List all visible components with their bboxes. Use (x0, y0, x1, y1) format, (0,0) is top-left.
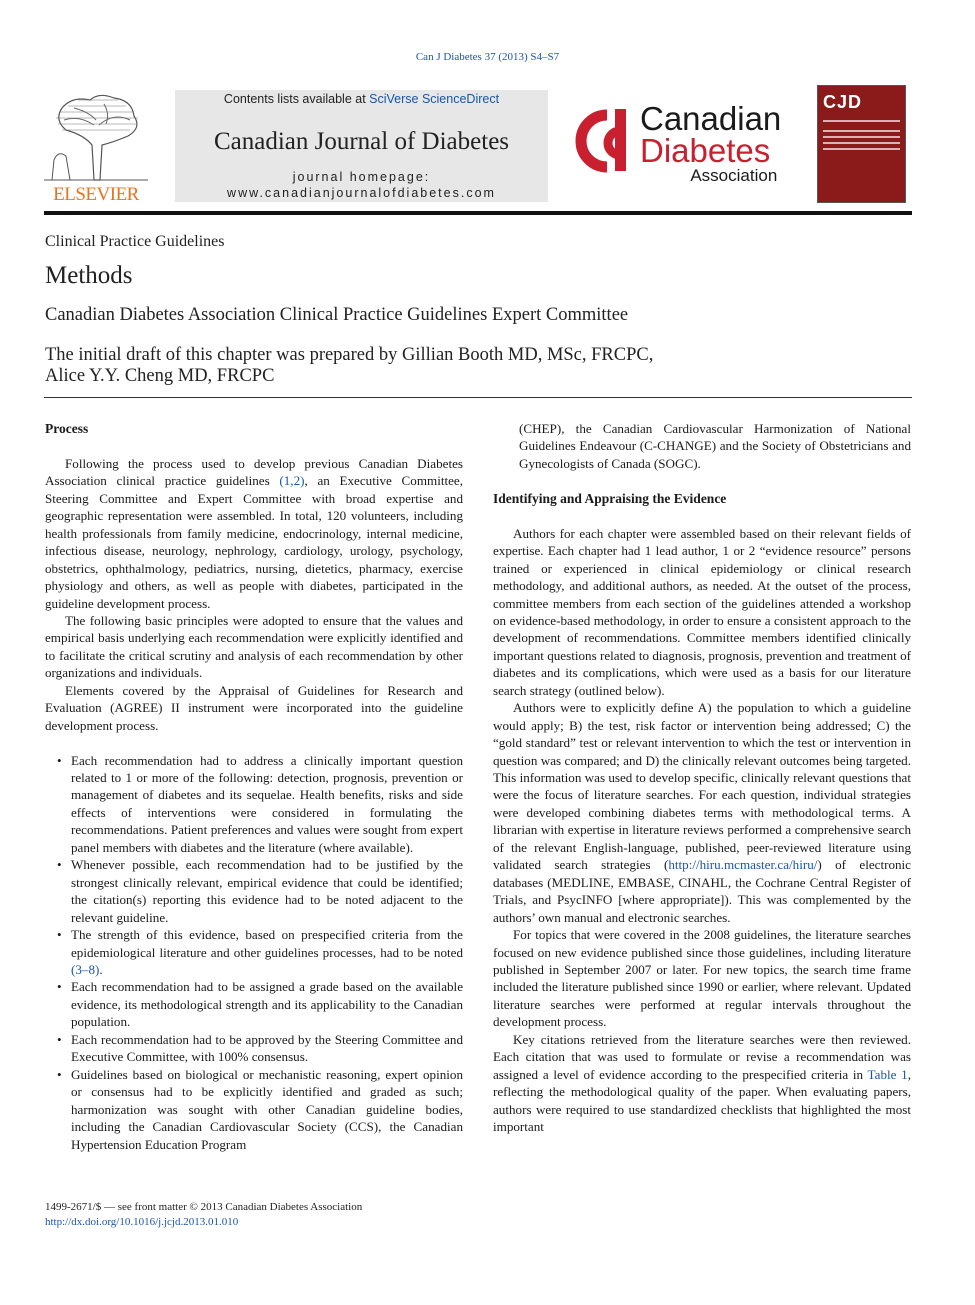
journal-cover-thumbnail[interactable] (817, 85, 906, 203)
cda-mark-icon (575, 109, 639, 175)
cover-stripe (823, 136, 900, 138)
journal-citation[interactable]: Can J Diabetes 37 (2013) S4–S7 (415, 51, 560, 63)
draft-note (45, 345, 905, 387)
cda-word-diabetes: Diabetes (640, 132, 771, 169)
list-item-text: Each recommendation had to be approved by the Steering Committee and Executive Committee, with 100% consensus. (71, 1031, 463, 1065)
draft-note-line: Alice Y.Y. Cheng MD, FRCPC (45, 366, 275, 386)
paragraph: The following basic principles were adopted to ensure that the values and empirical basis underlying each recommendation were explicitly identified and to facilitate the critical scrutiny and analysis of each recommendation by other organizations and individuals. (45, 612, 463, 681)
paragraph-text: , an Executive Committee, Steering Committee and Expert Committee with broad expertise and geographic representation were assembled. In total, 120 volunteers, including health professionals from family medicine, endocrinology, internal medicine, infectious disease, neurology, nephrology, cardiology, urology, psychology, obstetrics, ophthalmology, pediatrics, nursing, dietetics, pharmacy, exercise physiology and others, as well as people with diabetes, participated in the guideline development process. (45, 473, 464, 611)
list-item (45, 926, 463, 978)
elsevier-logo (44, 90, 148, 206)
header-rule (44, 211, 912, 215)
paragraph-text: Authors were to explicitly define A) the population to which a guideline would apply; B) the test, risk factor or intervention being addressed; C) the “gold standard” test or relevant intervention to which the test or intervention in question was compared; and D) the clinically relevant outcomes being targeted. This information was used to develop specific, clinically relevant questions that were the focus of literature searches. For each question, individual strategies were developed combining diabetes terms with methodological terms. A librarian with expertise in literature reviews performed a comprehensive search of the relevant English-language, published, peer-reviewed literature using validated search strategies ( (493, 700, 911, 873)
paragraph-text: Key citations retrieved from the literature searches were then reviewed. Each citation that was used to formulate or revise a recommendation was assigned a level of evidence according to the prespecified criteria in (493, 1031, 911, 1082)
bullet-icon: • (57, 927, 62, 943)
list-item (45, 978, 463, 1030)
list-item-text: Guidelines based on biological or mechanistic reasoning, expert opinion or consensus had to be explicitly identified and graded as such; harmonization was sought with other Canadian guideline bodies, including the Canadian Cardiovascular Society (CCS), the Canadian Hypertension Education Program (71, 1066, 463, 1152)
table-link[interactable]: Table 1 (867, 1066, 908, 1082)
elsevier-wordmark: ELSEVIER (53, 184, 139, 205)
cover-stripe (823, 148, 900, 150)
bullet-icon: • (57, 857, 62, 873)
list-item (45, 1031, 463, 1066)
footer (45, 1200, 362, 1230)
heading-process: Process (45, 421, 89, 436)
title-rule (44, 397, 912, 398)
paragraph (45, 455, 463, 612)
cover-abbrev: CJD (823, 92, 863, 112)
bullet-icon: • (57, 752, 62, 768)
draft-note-line: The initial draft of this chapter was prepared by Gillian Booth MD, MSc, FRCPC, (45, 345, 654, 365)
journal-title: Canadian Journal of Diabetes (213, 128, 510, 155)
heading-evidence: Identifying and Appraising the Evidence (493, 490, 727, 506)
paragraph-text: , reflecting the methodological quality of the paper. When evaluating papers, authors were required to use standardized checklists that highlighted the most important (493, 1066, 911, 1135)
sciencedirect-link[interactable]: SciVerse ScienceDirect (369, 92, 500, 106)
journal-masthead (175, 90, 548, 202)
cda-word-association: Association (690, 166, 778, 185)
list-item-text: The strength of this evidence, based on prespecified criteria from the epidemiological literature and other guidelines processes, had to be noted (71, 927, 463, 960)
reference-link[interactable]: (3–8) (71, 962, 100, 978)
list-item (45, 856, 463, 926)
list-item (45, 1066, 463, 1153)
article-authors: Canadian Diabetes Association Clinical Practice Guidelines Expert Committee (45, 305, 629, 325)
paragraph: Elements covered by the Appraisal of Guidelines for Research and Evaluation (AGREE) II instrument were incorporated into the guideline development process. (45, 682, 463, 733)
homepage-url[interactable]: www.canadianjournalofdiabetes.com (227, 186, 496, 200)
paragraph: For topics that were covered in the 2008 guidelines, the literature searches focused on new evidence published since those guidelines, including literature published in September 2007 or later. For new topics, the search time frame included the literature published since 1990 or earlier, where relevant. Updated literature searches were performed at regular intervals throughout the development process. (493, 927, 911, 1030)
cda-logo (575, 100, 805, 190)
cover-stripe (823, 142, 900, 144)
list-item-text: . (99, 962, 103, 978)
contents-line (175, 92, 548, 106)
contents-prefix: Contents lists available at (223, 92, 370, 106)
cda-wordmark (640, 100, 782, 185)
principles-list (45, 752, 463, 1153)
paragraph (493, 699, 911, 926)
elsevier-tree-icon (44, 90, 148, 182)
paragraph (493, 1031, 911, 1136)
list-item-text: Each recommendation had to be assigned a grade based on the available evidence, its methodological strength and its applicability to the Canadian population. (71, 979, 463, 1030)
reference-link[interactable]: (1,2) (279, 473, 305, 489)
hiru-link[interactable]: http://hiru.mcmaster.ca/hiru/ (668, 857, 818, 873)
paragraph-text: Following the process used to develop previous Canadian Diabetes Association clinical practice guidelines (45, 455, 463, 489)
list-continuation: (CHEP), the Canadian Cardiovascular Harmonization of National Guidelines Endeavour (C-CHANGE) and the Society of Obstetricians and Gynecologists of Canada (SOGC). (519, 421, 911, 471)
doi-link[interactable]: http://dx.doi.org/10.1016/j.jcjd.2013.01.010 (45, 1216, 239, 1228)
list-item (45, 752, 463, 857)
bullet-icon: • (57, 1031, 62, 1047)
copyright-line: 1499-2671/$ — see front matter © 2013 Canadian Diabetes Association (45, 1201, 363, 1213)
cover-stripe (823, 120, 900, 122)
bullet-icon: • (57, 979, 62, 995)
cover-stripe (823, 130, 900, 132)
journal-homepage (175, 169, 548, 201)
left-column (45, 420, 463, 1153)
section-tag: Clinical Practice Guidelines (45, 233, 225, 250)
list-item-text: Whenever possible, each recommendation had to be justified by the strongest clinically relevant, empirical evidence that could be identified; the citation(s) reporting this evidence had to be noted adjacent to the relevant guideline. (71, 857, 463, 925)
paragraph-text: ) of electronic databases (MEDLINE, EMBASE, CINAHL, the Cochrane Central Register of Trials, and PsycINFO [where appropriate]). This was complemented by the authors’ own manual and electronic searches. (493, 857, 911, 925)
list-item-text: Each recommendation had to address a clinically important question related to 1 or more of the following: detection, prognosis, prevention or management of diabetes and its sequelae. Health benefits, risks and side effects of interventions were considered in formulating the recommendations. Patient preferences and values were sought from expert panel members with diabetes and the literature (where available). (71, 752, 463, 855)
article-title: Methods (45, 262, 133, 289)
bullet-icon: • (57, 1066, 62, 1082)
paragraph: Authors for each chapter were assembled based on their relevant fields of expertise. Each chapter had 1 lead author, 1 or 2 “evidence resource” persons trained or experienced in clinical epidemiology or clinical research methodology, and additional authors, as needed. At the outset of the process, committee members from each section of the guidelines attended a workshop on evidence-based methodology, in order to ensure a consistent approach to the development of recommendations. Committee members identified clinically important questions related to diagnosis, prognosis, prevention and treatment of diabetes and its complications, which were used as a basis for our literature search strategy (outlined below). (493, 525, 911, 698)
homepage-label: journal homepage: (292, 170, 431, 184)
right-column (493, 420, 911, 1136)
cda-word-canadian: Canadian (640, 100, 782, 137)
